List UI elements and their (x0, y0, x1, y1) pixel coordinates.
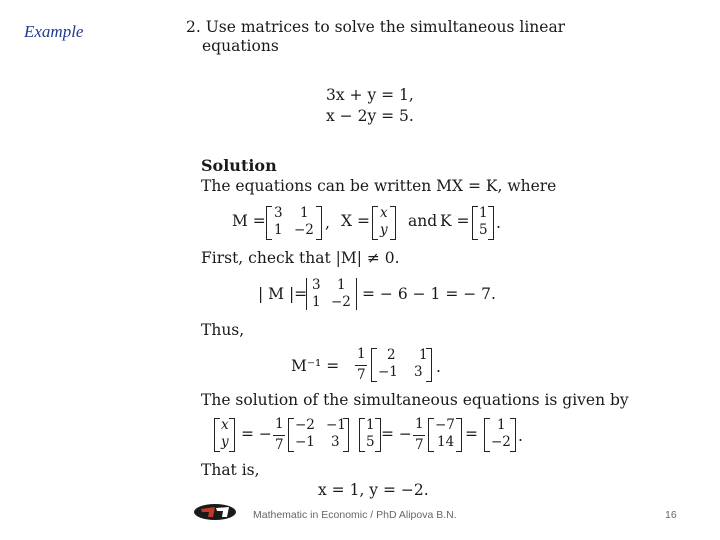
sol-frac-num: 1 (275, 416, 284, 432)
inverse-cell-22: 3 (414, 364, 423, 380)
university-logo (193, 503, 237, 521)
det-cell-12: 1 (337, 277, 346, 293)
lhs-cell-1: x (221, 417, 229, 433)
equals-3: = (465, 425, 478, 443)
k-bracket-right (488, 206, 494, 240)
sol-frac-den: 7 (275, 437, 284, 453)
solm-bracket-right (343, 418, 349, 452)
x-label: X = (341, 212, 370, 230)
solm-cell-11: −2 (295, 417, 315, 433)
sol-frac-line (273, 435, 285, 436)
inverse-frac-den: 7 (357, 367, 366, 383)
result-cell-2: −2 (491, 434, 511, 450)
final-answer: x = 1, y = −2. (318, 481, 429, 499)
k-cell-2: 5 (479, 222, 488, 238)
m-bracket-right (316, 206, 322, 240)
inverse-frac-num: 1 (357, 346, 366, 362)
x-cell-2: y (380, 222, 388, 238)
det-bar-right (356, 278, 357, 310)
equation-2: x − 2y = 5. (326, 107, 414, 125)
page-number: 16 (665, 509, 677, 521)
det-cell-11: 3 (312, 277, 321, 293)
solution-heading: Solution (201, 156, 277, 175)
solution-given-text: The solution of the simultaneous equations is given by (201, 391, 629, 409)
and-text: and (408, 212, 438, 230)
det-bar-left (306, 278, 307, 310)
solm-bracket-left (288, 418, 294, 452)
that-is-text: That is, (201, 461, 260, 479)
solk-cell-1: 1 (366, 417, 375, 433)
det-result: = − 6 − 1 = − 7. (362, 285, 496, 303)
m-cell-22: −2 (294, 222, 314, 238)
problem-line-1: 2. Use matrices to solve the simultaneous linear (186, 18, 566, 36)
result-bracket-right (510, 418, 516, 452)
det-cell-21: 1 (312, 294, 321, 310)
x-bracket-left (372, 206, 378, 240)
inverse-bracket-right (426, 348, 432, 382)
lhs-cell-2: y (221, 434, 229, 450)
inverse-label: M⁻¹ = (291, 357, 340, 375)
det-label: | M |= (258, 285, 308, 303)
sol-frac2-line (413, 435, 425, 436)
k-cell-1: 1 (479, 205, 488, 221)
k-bracket-left (472, 206, 478, 240)
solm-cell-12: −1 (326, 417, 346, 433)
equals-2: = − (381, 425, 412, 443)
sol-frac2-num: 1 (415, 416, 424, 432)
solv-bracket-right (456, 418, 462, 452)
inverse-cell-11: 2 (387, 347, 396, 363)
problem-line-2: equations (202, 37, 279, 55)
comma-1: , (325, 214, 330, 232)
m-cell-21: 1 (274, 222, 283, 238)
result-bracket-left (484, 418, 490, 452)
result-cell-1: 1 (497, 417, 506, 433)
m-bracket-left (266, 206, 272, 240)
check-text: First, check that |M| ≠ 0. (201, 249, 400, 267)
inverse-cell-21: −1 (378, 364, 398, 380)
det-cell-22: −2 (331, 294, 351, 310)
written-as-text: The equations can be written MX = K, where (201, 177, 557, 195)
footer-text: Mathematic in Economic / PhD Alipova B.N. (253, 509, 457, 521)
solk-cell-2: 5 (366, 434, 375, 450)
period-2: . (436, 358, 441, 376)
m-label: M = (232, 212, 266, 230)
inverse-bracket-left (371, 348, 377, 382)
m-cell-12: 1 (300, 205, 309, 221)
lhs-bracket-right (229, 418, 235, 452)
sol-frac2-den: 7 (415, 437, 424, 453)
inverse-cell-12: 1 (419, 347, 428, 363)
solv-cell-2: 14 (437, 434, 455, 450)
slide-title: Example (24, 22, 84, 41)
solv-cell-1: −7 (435, 417, 455, 433)
x-cell-1: x (380, 205, 388, 221)
solm-cell-22: 3 (331, 434, 340, 450)
solv-bracket-left (428, 418, 434, 452)
thus-text: Thus, (201, 321, 245, 339)
solk-bracket-left (359, 418, 365, 452)
equation-1: 3x + y = 1, (326, 86, 414, 104)
equals-1: = − (241, 425, 272, 443)
k-label: K = (440, 212, 470, 230)
period-1: . (496, 214, 501, 232)
inverse-frac-line (355, 365, 367, 366)
period-3: . (518, 427, 523, 445)
m-cell-11: 3 (274, 205, 283, 221)
x-bracket-right (390, 206, 396, 240)
lhs-bracket-left (214, 418, 220, 452)
solm-cell-21: −1 (295, 434, 315, 450)
